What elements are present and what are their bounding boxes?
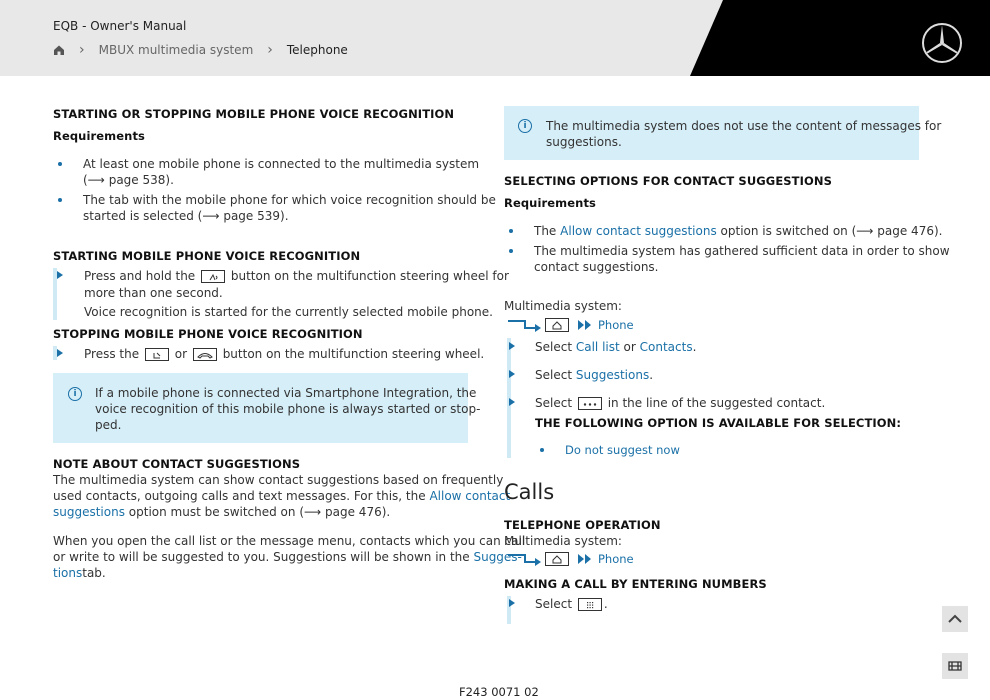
step-text: Select in the line of the suggested contact.: [535, 396, 826, 410]
section-title-note-suggestions: NOTE ABOUT CONTACT SUGGESTIONS: [53, 457, 301, 471]
breadcrumb: [53, 42, 348, 58]
req-text: The multimedia system has gathered sufficient data in order to show: [534, 244, 950, 258]
bullet-dot: [509, 229, 513, 233]
chevron-up-icon: [942, 606, 968, 632]
section-title-starting: STARTING MOBILE PHONE VOICE RECOGNITION: [53, 249, 361, 263]
calls-heading: Calls: [504, 480, 555, 504]
suggestions-tab-link[interactable]: tions: [53, 566, 83, 580]
double-chevron-icon: [577, 553, 595, 565]
suggestions-link[interactable]: Suggestions: [575, 368, 650, 382]
multimedia-system-label: Multimedia system:: [504, 299, 622, 313]
step-arrow-icon: [57, 349, 63, 357]
requirements-label: Requirements: [53, 129, 145, 143]
body-text: When you open the call list or the message menu, contacts which you can call: [53, 534, 526, 548]
contacts-link[interactable]: Contacts: [639, 340, 693, 354]
bullet-dot: [540, 448, 544, 452]
chevron-right-icon: ›: [267, 42, 273, 58]
call-list-link[interactable]: Call list: [575, 340, 620, 354]
more-options-icon: [578, 397, 602, 410]
voice-off-button-icon: [145, 348, 169, 361]
step-result-text: Voice recognition is started for the currently selected mobile phone.: [84, 305, 493, 319]
req-text: contact suggestions.: [534, 260, 659, 274]
section-title-telephone-operation: TELEPHONE OPERATION: [504, 518, 661, 532]
home-icon[interactable]: [53, 44, 65, 56]
req-text: The tab with the mobile phone for which voice recognition should be: [83, 193, 496, 207]
mercedes-star-logo: [921, 22, 963, 64]
bullet-dot: [509, 249, 513, 253]
path-arrow-icon: [507, 318, 543, 332]
body-text: or write to will be suggested to you. Suggestions will be shown in the Sugges-: [53, 550, 522, 564]
voice-button-icon: [201, 270, 225, 283]
step-text: Select Call list or Contacts.: [535, 340, 697, 354]
path-arrow-icon: [507, 552, 543, 566]
page-header: [0, 0, 990, 76]
scroll-to-top-button[interactable]: [942, 606, 968, 632]
chevron-right-icon: ›: [79, 42, 85, 58]
step-arrow-icon: [509, 398, 515, 406]
info-text: ped.: [95, 418, 122, 432]
suggestions-link[interactable]: suggestions: [53, 505, 125, 519]
end-call-button-icon: [193, 348, 217, 361]
home-button-icon: [545, 552, 569, 566]
breadcrumb-item-telephone[interactable]: Telephone: [286, 43, 348, 57]
step-arrow-icon: [509, 370, 515, 378]
info-text: suggestions.: [546, 135, 622, 149]
available-option-heading: THE FOLLOWING OPTION IS AVAILABLE FOR SELECTION:: [535, 416, 902, 430]
bullet-dot: [58, 198, 62, 202]
step-text: Press the or button on the multifunction steering wheel.: [84, 347, 485, 361]
requirements-label: Requirements: [504, 196, 596, 210]
section-title-voice-recognition: STARTING OR STOPPING MOBILE PHONE VOICE RECOGNITION: [53, 107, 455, 121]
section-title-selecting-options: SELECTING OPTIONS FOR CONTACT SUGGESTIONS: [504, 174, 832, 188]
figure-code: F243 0071 02: [459, 685, 539, 699]
info-icon: i: [68, 387, 82, 401]
info-text: If a mobile phone is connected via Smartphone Integration, the: [95, 386, 477, 400]
body-text: tionstab.: [53, 566, 106, 580]
breadcrumb-item-mbux[interactable]: MBUX multimedia system: [98, 43, 254, 57]
phone-link[interactable]: Phone: [598, 318, 634, 332]
navigation-path: [507, 552, 634, 566]
req-text: The Allow contact suggestions option is switched on (⟶ page 476).: [534, 224, 943, 238]
phone-link[interactable]: Phone: [598, 552, 634, 566]
section-title-stopping: STOPPING MOBILE PHONE VOICE RECOGNITION: [53, 327, 363, 341]
body-text: used contacts, outgoing calls and text messages. For this, the Allow contact: [53, 489, 511, 503]
allow-contact-suggestions-link[interactable]: Allow contact: [429, 489, 511, 503]
suggestions-tab-link[interactable]: Sugges-: [473, 550, 522, 564]
step-text: Select .: [535, 597, 608, 611]
section-title-making-call: MAKING A CALL BY ENTERING NUMBERS: [504, 577, 767, 591]
step-text: Select Suggestions.: [535, 368, 654, 382]
keypad-icon: [578, 598, 602, 611]
vehicle-view-button[interactable]: [942, 653, 968, 679]
step-text: Press and hold the button on the multifunction steering wheel for: [84, 269, 509, 283]
car-icon: [942, 653, 968, 679]
info-text: The multimedia system does not use the content of messages for: [546, 119, 942, 133]
allow-contact-suggestions-link[interactable]: Allow contact suggestions: [560, 224, 717, 238]
home-button-icon: [545, 318, 569, 332]
do-not-suggest-now-link[interactable]: Do not suggest now: [565, 443, 680, 457]
step-arrow-icon: [57, 271, 63, 279]
req-text[interactable]: started is selected (⟶ page 539).: [83, 209, 289, 223]
req-text[interactable]: (⟶ page 538).: [83, 173, 174, 187]
step-arrow-icon: [509, 599, 515, 607]
multimedia-system-label: Multimedia system:: [504, 534, 622, 548]
bullet-dot: [58, 162, 62, 166]
info-text: voice recognition of this mobile phone is always started or stop-: [95, 402, 481, 416]
double-chevron-icon: [577, 319, 595, 331]
navigation-path: [507, 318, 634, 332]
info-icon: i: [518, 119, 532, 133]
step-arrow-icon: [509, 342, 515, 350]
manual-title: EQB - Owner's Manual: [53, 19, 187, 33]
req-text: At least one mobile phone is connected to the multimedia system: [83, 157, 480, 171]
body-text: suggestions option must be switched on (⟶ page 476).: [53, 505, 391, 519]
step-text: more than one second.: [84, 286, 223, 300]
body-text: The multimedia system can show contact suggestions based on frequently: [53, 473, 504, 487]
